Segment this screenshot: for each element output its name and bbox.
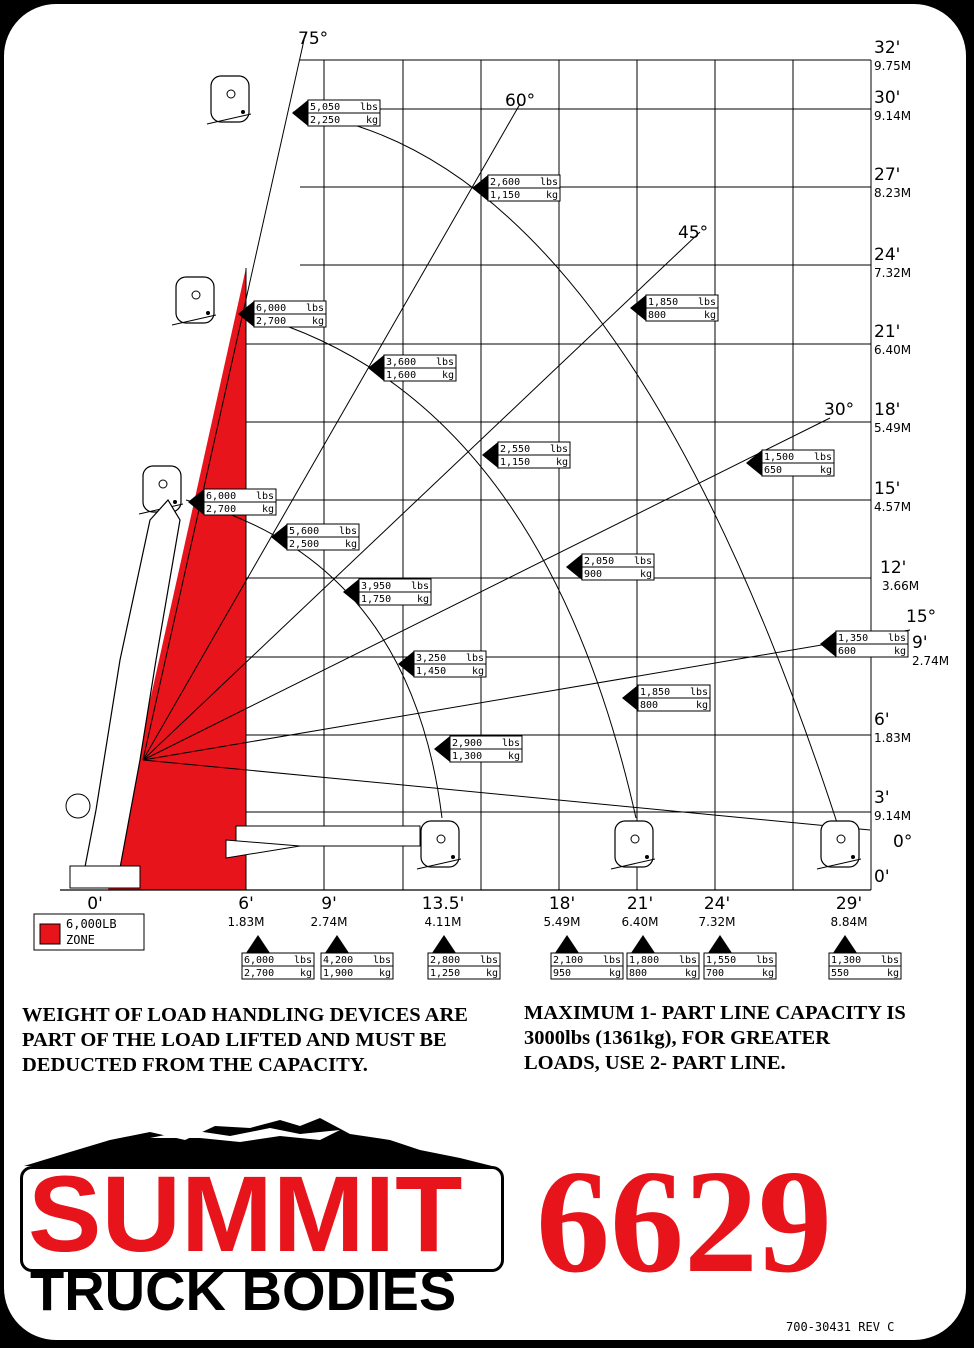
hook-block-icon (817, 821, 861, 869)
callout-kg-unit: kg (608, 968, 621, 979)
callout-kg-unit: kg (684, 968, 697, 979)
height-tick-feet: 32' (874, 38, 901, 58)
callout-kg-unit: kg (761, 968, 774, 979)
callout-lbs-value: 2,800 (430, 955, 461, 966)
reach-tick-feet: 9' (321, 894, 337, 914)
callout-lbs-value: 5,600 (289, 526, 320, 537)
height-tick-feet: 12' (880, 558, 907, 578)
height-tick-meters: 8.23M (874, 186, 912, 200)
callout-lbs-unit: lbs (255, 491, 274, 502)
reach-tick-meters: 6.40M (621, 915, 659, 929)
logo-summit-text: SUMMIT (28, 1153, 463, 1274)
reach-tick-feet: 24' (703, 894, 731, 914)
callout-kg-value: 2,700 (256, 316, 287, 327)
callout-lbs-unit: lbs (338, 526, 357, 537)
boom-angle-label: 30° (824, 400, 855, 420)
callout-pointer (820, 631, 836, 657)
callout-pointer (246, 935, 270, 953)
callout-lbs-value: 1,350 (838, 633, 869, 644)
reach-load-callout (551, 935, 623, 979)
callout-pointer (630, 295, 646, 321)
callout-kg-value: 2,700 (206, 504, 237, 515)
height-tick-meters: 9.14M (874, 109, 912, 123)
callout-pointer (398, 651, 414, 677)
callout-pointer (368, 355, 384, 381)
callout-lbs-unit: lbs (410, 581, 429, 592)
callout-kg-unit: kg (344, 539, 357, 550)
callout-pointer (708, 935, 732, 953)
hook-block-icon (611, 821, 655, 869)
reach-tick-meters: 4.11M (424, 915, 462, 929)
callout-lbs-value: 2,100 (553, 955, 584, 966)
load-callout (630, 295, 718, 321)
callout-lbs-unit: lbs (880, 955, 899, 966)
callout-lbs-unit: lbs (539, 177, 558, 188)
callout-pointer (472, 175, 488, 201)
reach-load-callout (627, 935, 699, 979)
logo-truck-bodies-text: TRUCK BODIES (30, 1259, 457, 1322)
hook-block-icon (172, 277, 216, 325)
reach-load-callout (829, 935, 901, 979)
height-tick-feet: 6' (874, 710, 890, 730)
boom-angle-label: 60° (505, 91, 536, 111)
callout-kg-value: 1,250 (430, 968, 461, 979)
callout-kg-value: 700 (706, 968, 725, 979)
callout-lbs-value: 3,250 (416, 653, 447, 664)
callout-kg-unit: kg (261, 504, 274, 515)
callout-lbs-value: 1,800 (629, 955, 660, 966)
load-radius-arc (293, 112, 841, 835)
boom-angle-label: 45° (678, 223, 709, 243)
callout-kg-unit: kg (555, 457, 568, 468)
callout-pointer (432, 935, 456, 953)
callout-pointer (746, 450, 762, 476)
height-tick-meters: 7.32M (874, 266, 912, 280)
height-tick-meters: 4.57M (874, 500, 912, 514)
callout-lbs-unit: lbs (479, 955, 498, 966)
height-tick-meters: 9.14M (874, 809, 912, 823)
reach-load-callout (428, 935, 500, 979)
callout-kg-value: 1,450 (416, 666, 447, 677)
load-callout (343, 579, 431, 605)
boom-angle-label: 75° (298, 29, 329, 49)
callout-pointer (292, 100, 308, 126)
boom-angle-label: 0° (893, 832, 913, 852)
zone-legend-text: ZONE (66, 933, 95, 947)
boom-angle-label: 15° (906, 607, 937, 627)
weight-deduction-note: WEIGHT OF LOAD HANDLING DEVICES ARE PART OF THE LOAD LIFTED AND MUST BE DEDUCTED FROM THE CAPACITY. (22, 1004, 468, 1076)
callout-kg-unit: kg (886, 968, 899, 979)
callout-kg-value: 1,150 (500, 457, 531, 468)
callout-lbs-value: 2,550 (500, 444, 531, 455)
callout-kg-value: 1,600 (386, 370, 417, 381)
callout-lbs-unit: lbs (887, 633, 906, 644)
load-callout (188, 489, 276, 515)
callout-lbs-value: 3,600 (386, 357, 417, 368)
callout-lbs-unit: lbs (501, 738, 520, 749)
height-tick-feet: 27' (874, 165, 901, 185)
load-callout (271, 524, 359, 550)
callout-lbs-value: 2,600 (490, 177, 521, 188)
callout-kg-unit: kg (378, 968, 391, 979)
callout-lbs-unit: lbs (372, 955, 391, 966)
callout-kg-value: 1,750 (361, 594, 392, 605)
callout-kg-unit: kg (893, 646, 906, 657)
reach-tick-feet: 21' (626, 894, 654, 914)
callout-lbs-unit: lbs (678, 955, 697, 966)
callout-pointer (631, 935, 655, 953)
crane-base (70, 866, 140, 888)
height-tick-meters: 1.83M (874, 731, 912, 745)
height-tick-meters: 9.75M (874, 59, 912, 73)
callout-lbs-value: 2,900 (452, 738, 483, 749)
reach-tick-meters: 7.32M (698, 915, 736, 929)
zone-legend-swatch (40, 924, 60, 944)
load-callout (482, 442, 570, 468)
boom-angle-line (143, 760, 870, 830)
callout-kg-unit: kg (299, 968, 312, 979)
callout-lbs-value: 6,000 (244, 955, 275, 966)
reach-tick-meters: 1.83M (227, 915, 265, 929)
callout-lbs-unit: lbs (755, 955, 774, 966)
load-callout (368, 355, 456, 381)
callout-kg-unit: kg (365, 115, 378, 126)
callout-kg-unit: kg (311, 316, 324, 327)
callout-lbs-value: 1,850 (648, 297, 679, 308)
callout-kg-unit: kg (695, 700, 708, 711)
reach-tick-meters: 5.49M (543, 915, 581, 929)
load-callout (472, 175, 560, 201)
load-callout (746, 450, 834, 476)
load-callout (434, 736, 522, 762)
callout-pointer (833, 935, 857, 953)
model-number: 6629 (536, 1140, 832, 1304)
callout-kg-value: 1,900 (323, 968, 354, 979)
callout-lbs-value: 3,950 (361, 581, 392, 592)
callout-pointer (482, 442, 498, 468)
callout-kg-value: 550 (831, 968, 850, 979)
callout-pointer (271, 524, 287, 550)
height-tick-meters: 5.49M (874, 421, 912, 435)
hook-block-icon (207, 76, 251, 124)
callout-lbs-unit: lbs (305, 303, 324, 314)
height-tick-feet: 0' (874, 867, 890, 887)
callout-kg-value: 800 (629, 968, 648, 979)
callout-kg-unit: kg (416, 594, 429, 605)
callout-kg-unit: kg (507, 751, 520, 762)
hook-block-icon (417, 821, 461, 869)
callout-kg-value: 1,300 (452, 751, 483, 762)
load-callout (566, 554, 654, 580)
height-tick-feet: 9' (912, 633, 928, 653)
reach-tick-feet: 6' (238, 894, 254, 914)
callout-kg-unit: kg (819, 465, 832, 476)
reach-tick-feet: 13.5' (421, 894, 465, 914)
load-callout (398, 651, 486, 677)
callout-lbs-value: 6,000 (206, 491, 237, 502)
callout-lbs-unit: lbs (697, 297, 716, 308)
callout-pointer (325, 935, 349, 953)
callout-kg-unit: kg (545, 190, 558, 201)
callout-kg-value: 600 (838, 646, 857, 657)
callout-lbs-value: 1,550 (706, 955, 737, 966)
reach-tick-meters: 2.74M (310, 915, 348, 929)
callout-pointer (343, 579, 359, 605)
height-tick-feet: 18' (874, 400, 901, 420)
boom-angle-line (143, 630, 910, 760)
callout-kg-value: 650 (764, 465, 783, 476)
height-tick-meters: 2.74M (912, 654, 950, 668)
height-tick-meters: 3.66M (882, 579, 920, 593)
callout-lbs-unit: lbs (359, 102, 378, 113)
callout-pointer (434, 736, 450, 762)
reach-load-callout (704, 935, 776, 979)
callout-lbs-unit: lbs (435, 357, 454, 368)
callout-lbs-unit: lbs (602, 955, 621, 966)
zone-legend-text: 6,000LB (66, 917, 117, 931)
height-tick-feet: 30' (874, 88, 901, 108)
reach-tick-feet: 18' (548, 894, 576, 914)
callout-kg-unit: kg (441, 370, 454, 381)
callout-lbs-value: 1,500 (764, 452, 795, 463)
height-tick-feet: 21' (874, 322, 901, 342)
hook-block-icon (139, 466, 183, 514)
callout-kg-unit: kg (471, 666, 484, 677)
document-number: 700-30431 REV C (786, 1320, 895, 1334)
callout-kg-unit: kg (485, 968, 498, 979)
callout-lbs-value: 6,000 (256, 303, 287, 314)
callout-pointer (566, 554, 582, 580)
reach-load-callout (321, 935, 393, 979)
reach-tick-feet: 29' (835, 894, 863, 914)
callout-lbs-unit: lbs (465, 653, 484, 664)
callout-kg-value: 800 (640, 700, 659, 711)
zone-legend (34, 914, 144, 950)
load-callout (292, 100, 380, 126)
callout-lbs-unit: lbs (293, 955, 312, 966)
callout-lbs-unit: lbs (633, 556, 652, 567)
callout-pointer (555, 935, 579, 953)
load-callout (238, 301, 326, 327)
reach-load-callout (242, 935, 314, 979)
load-callout (820, 631, 908, 657)
height-tick-meters: 6.40M (874, 343, 912, 357)
callout-lbs-value: 4,200 (323, 955, 354, 966)
load-callout (622, 685, 710, 711)
callout-kg-value: 2,250 (310, 115, 341, 126)
callout-kg-unit: kg (639, 569, 652, 580)
part-line-capacity-note: MAXIMUM 1- PART LINE CAPACITY IS 3000lbs (1361kg), FOR GREATER LOADS, USE 2- PART LINE. (524, 1002, 906, 1074)
height-tick-feet: 24' (874, 245, 901, 265)
crane-pivot-drum (66, 794, 90, 818)
callout-kg-unit: kg (703, 310, 716, 321)
callout-lbs-value: 1,300 (831, 955, 862, 966)
callout-kg-value: 2,700 (244, 968, 275, 979)
height-tick-feet: 3' (874, 788, 890, 808)
callout-lbs-unit: lbs (549, 444, 568, 455)
callout-lbs-unit: lbs (813, 452, 832, 463)
callout-kg-value: 800 (648, 310, 667, 321)
height-tick-feet: 15' (874, 479, 901, 499)
callout-kg-value: 950 (553, 968, 572, 979)
callout-lbs-value: 2,050 (584, 556, 615, 567)
callout-kg-value: 2,500 (289, 539, 320, 550)
callout-lbs-value: 5,050 (310, 102, 341, 113)
callout-kg-value: 1,150 (490, 190, 521, 201)
callout-kg-value: 900 (584, 569, 603, 580)
callout-pointer (622, 685, 638, 711)
reach-tick-meters: 8.84M (830, 915, 868, 929)
callout-lbs-unit: lbs (689, 687, 708, 698)
reach-tick-feet: 0' (87, 894, 103, 914)
callout-lbs-value: 1,850 (640, 687, 671, 698)
